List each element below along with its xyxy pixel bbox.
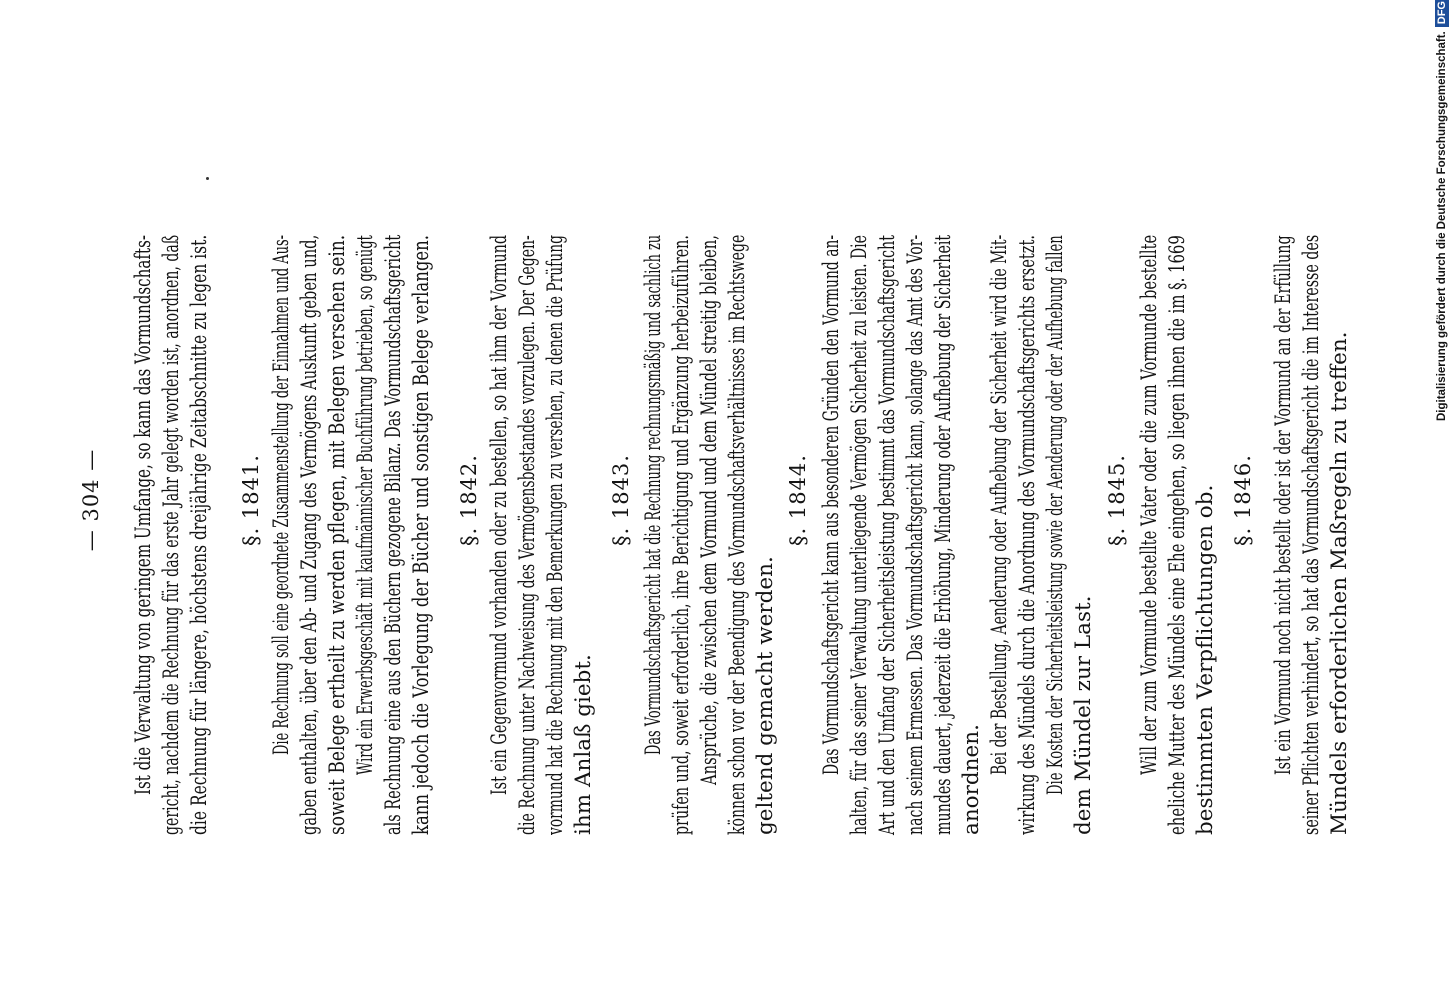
line-text: prüfen und, soweit erforderlich, ihre Berichtigung und Ergänzung herbeizuführen.	[669, 235, 694, 835]
section-heading: §. 1844.	[786, 454, 810, 546]
section-heading: §. 1843.	[609, 454, 633, 546]
line-text: halten, für das seiner Verwaltung unterliegende Vermögen Sicherheit zu leisten. Die	[847, 235, 872, 835]
line-text: als Rechnung eine aus den Büchern gezogene Bilanz. Das Vormundschaftsgericht	[381, 234, 406, 835]
line-text: nach seinem Ermessen. Das Vormundschaftsgericht kann, solange das Amt des Vor-	[903, 234, 928, 835]
line-text: Bei der Bestellung, Aenderung oder Aufhebung der Sicherheit wird die Mit-	[987, 234, 1012, 775]
line-text: Ansprüche, die zwischen dem Vormund und dem Mündel streitig bleiben,	[697, 235, 722, 785]
dfg-logo: DFG	[1435, 0, 1449, 27]
line-text: Das Vormundschaftsgericht kann aus besonderen Gründen den Vormund an-	[819, 234, 844, 775]
line-text: anordnen.	[959, 724, 984, 835]
line-text: ihm Anlaß giebt.	[571, 654, 596, 835]
line-text: Ist ein Gegenvormund vorhanden oder zu bestellen, so hat ihm der Vormund	[487, 234, 512, 795]
line-text: wirkung des Mündels durch die Anordnung des Vormundschaftsgerichts ersetzt.	[1015, 234, 1040, 835]
section-heading: §. 1842.	[457, 454, 481, 546]
line-text: Ist ein Vormund noch nicht bestellt oder ist der Vormund an der Erfüllung	[1271, 235, 1296, 775]
funding-text: Digitalisierung gefördert durch die Deutsche Forschungsgemeinschaft.	[1436, 31, 1448, 422]
line-text: eheliche Mutter des Mündels eine Ehe eingehen, so liegen ihnen die im §. 1669	[1165, 235, 1190, 835]
funding-notice	[1429, 0, 1455, 998]
line-text: Wird ein Erwerbsgeschäft mit kaufmännischer Buchführung betrieben, so genügt	[353, 235, 378, 775]
page-number: — 304 —	[79, 448, 103, 552]
line-text: können schon vor der Beendigung des Vormundschaftsverhältnisses im Rechtswege	[725, 234, 750, 835]
line-text: die Rechnung unter Nachweisung des Vermögensbestandes vorzulegen. Der Gegen-	[515, 235, 540, 835]
line-text: soweit Belege ertheilt zu werden pflegen, mit Belegen versehen sein.	[325, 234, 350, 835]
line-text: Will der zum Vormunde bestellte Vater oder die zum Vormunde bestellte	[1137, 234, 1162, 775]
line-text: gaben enthalten, über den Ab- und Zugang des Vermögens Auskunft geben und,	[297, 234, 322, 835]
line-text: dem Mündel zur Last.	[1071, 595, 1096, 835]
section-heading: §. 1841.	[239, 454, 263, 546]
line-text: die Rechnung für längere, höchstens dreijährige Zeitabschnitte zu legen ist.	[187, 234, 212, 835]
line-text: vormund hat die Rechnung mit den Bemerkungen zu versehen, zu denen die Prüfung	[543, 235, 568, 835]
section-heading: §. 1845.	[1105, 454, 1129, 546]
line-text: Die Rechnung soll eine geordnete Zusammenstellung der Einnahmen und Aus-	[269, 234, 294, 755]
line-text: Art und den Umfang der Sicherheitsleistung bestimmt das Vormundschaftsgericht	[875, 234, 900, 835]
line-text: Die Kosten der Sicherheitsleistung sowie der Aenderung oder der Aufhebung fallen	[1043, 235, 1068, 795]
line-text: seiner Pflichten verhindert, so hat das Vormundschaftsgericht die im Interesse des	[1299, 234, 1324, 835]
line-text: Ist die Verwaltung von geringem Umfange, so kann das Vormundschafts-	[131, 235, 156, 795]
line-text: geltend gemacht werden.	[753, 556, 778, 835]
speck	[206, 177, 209, 180]
line-text: mundes dauert, jederzeit die Erhöhung, Minderung oder Aufhebung der Sicherheit	[931, 234, 956, 835]
line-text: gericht, nachdem die Rechnung für das erste Jahr gelegt worden ist, anordnen, daß	[159, 234, 184, 835]
line-text: Das Vormundschaftsgericht hat die Rechnung rechnungsmäßig und sachlich zu	[641, 234, 666, 755]
line-text: kann jedoch die Vorlegung der Bücher und sonstigen Belege verlangen.	[409, 235, 434, 835]
line-text: bestimmten Verpflichtungen ob.	[1193, 484, 1218, 835]
section-heading: §. 1846.	[1231, 454, 1255, 546]
line-text: Mündels erforderlichen Maßregeln zu treffen.	[1327, 331, 1352, 835]
